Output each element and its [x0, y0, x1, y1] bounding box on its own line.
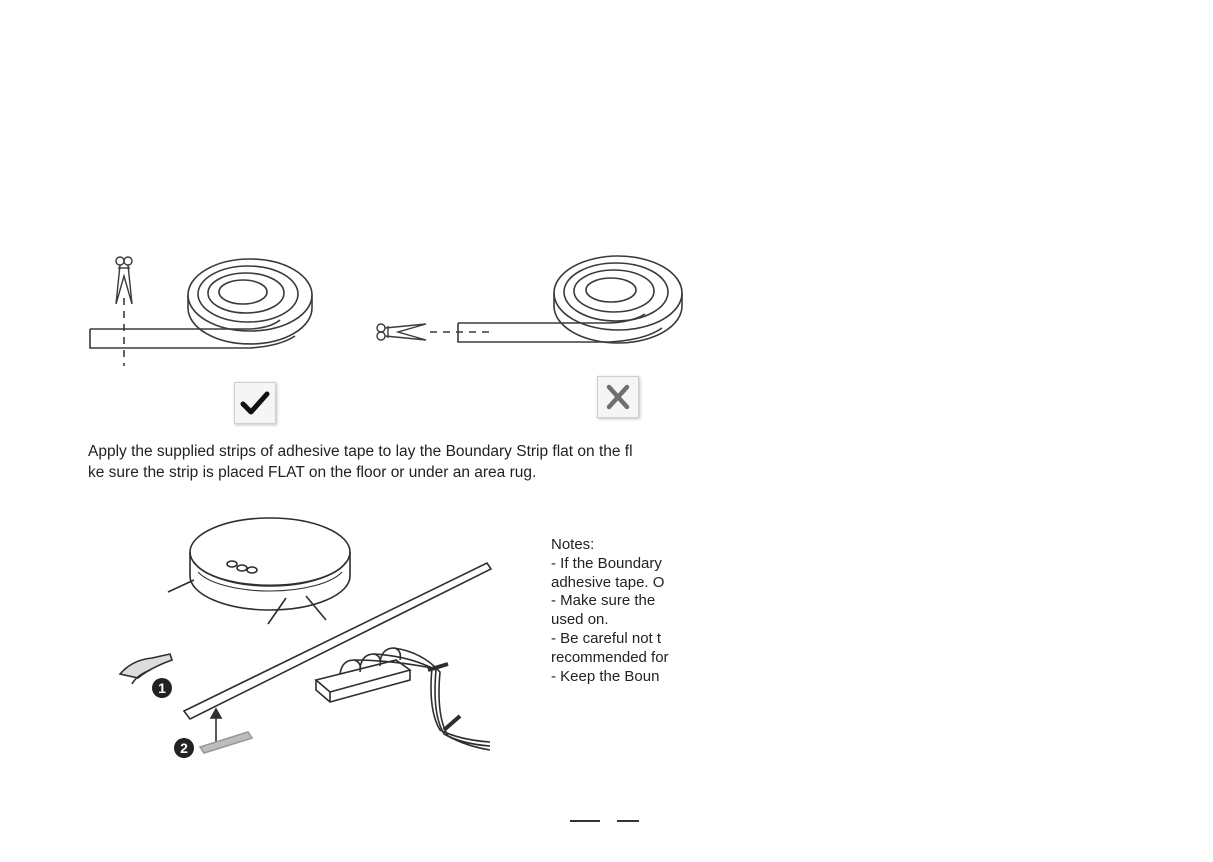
- notes-title: Notes:: [551, 536, 595, 553]
- instruction-line-2: ke sure the strip is placed FLAT on the floor or under an area rug.: [88, 464, 537, 481]
- note-line: recommended for: [551, 648, 669, 666]
- wrong-cut-illustration: [370, 248, 690, 358]
- scissors-icon: [116, 257, 132, 304]
- notes-block: [551, 536, 681, 686]
- correct-cut-illustration: [80, 248, 330, 378]
- scissors-icon: [377, 324, 426, 340]
- note-line: - Keep the Boun: [551, 667, 660, 685]
- footer-divider: [570, 820, 600, 822]
- instruction-line-1: Apply the supplied strips of adhesive tape to lay the Boundary Strip flat on the fl: [88, 443, 633, 460]
- x-icon: [598, 377, 638, 417]
- instruction-text: [88, 441, 680, 483]
- wrong-badge: [597, 376, 639, 418]
- note-line: adhesive tape. O: [551, 573, 665, 591]
- note-line: - Be careful not t: [551, 629, 662, 647]
- footer-divider: [617, 820, 639, 822]
- step-1-number: 1: [158, 680, 166, 696]
- power-strip: [316, 660, 410, 692]
- check-icon: [235, 383, 275, 423]
- note-line: - If the Boundary: [551, 554, 662, 572]
- placement-illustration: [110, 510, 500, 775]
- note-line: - Make sure the: [551, 592, 656, 610]
- note-line: used on.: [551, 611, 609, 629]
- step-2-number: 2: [180, 740, 188, 756]
- correct-badge: [234, 382, 276, 424]
